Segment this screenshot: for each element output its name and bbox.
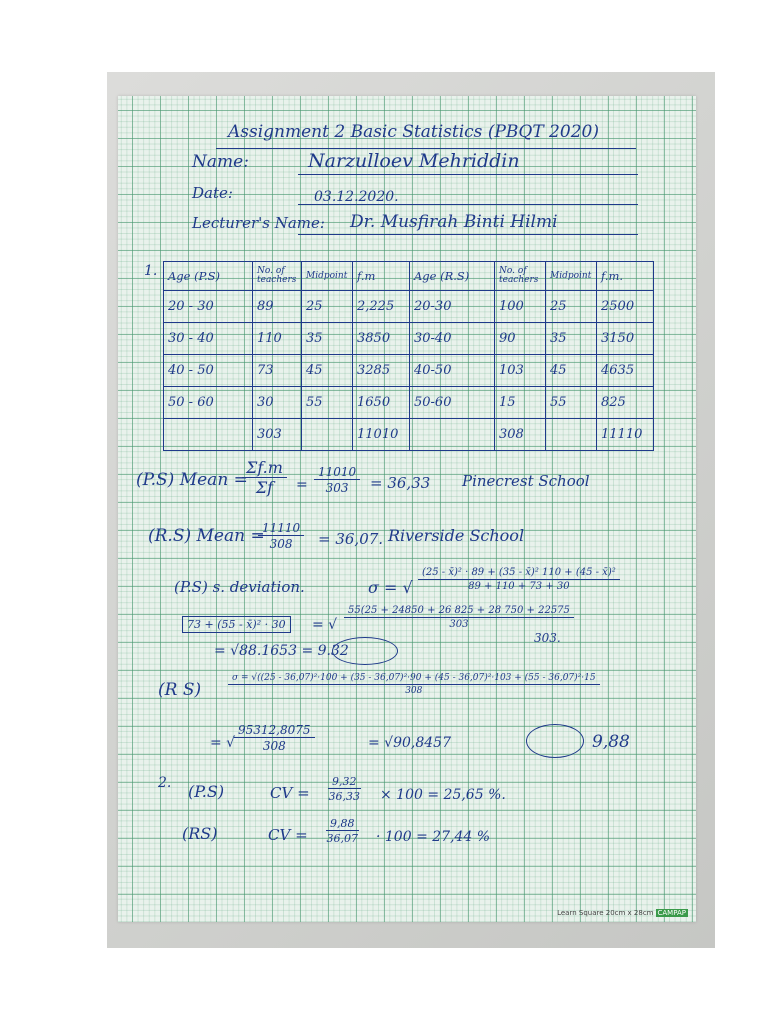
table-cell: 3150 (597, 323, 654, 355)
table-cell: 20 - 30 (164, 291, 253, 323)
cv-rs-fraction (326, 818, 359, 844)
table-cell: 100 (495, 291, 546, 323)
table-total-row (164, 419, 654, 451)
table-cell: 45 (302, 355, 353, 387)
rs-mean-result: = 36,07. (318, 530, 384, 548)
ps-mean-label: (P.S) Mean = (136, 470, 248, 490)
table-cell: 40-50 (410, 355, 495, 387)
ps-mean-formula-den: Σf (255, 478, 274, 497)
table-cell: 1650 (353, 387, 410, 419)
date-value: 03.12.2020. (314, 189, 399, 205)
cv-rs-den: 36,07 (326, 832, 358, 845)
table-cell: 11110 (597, 419, 654, 451)
paper-brand-text: Learn Square 20cm x 28cm (557, 909, 654, 917)
rs-sd-line2-den: 308 (262, 739, 286, 753)
table-header-row (164, 262, 654, 291)
paper-brand-badge: CAMPAP (657, 909, 686, 917)
frequency-table (163, 261, 654, 451)
table-cell: 15 (495, 387, 546, 419)
rs-sd-label: (R S) (158, 680, 202, 700)
table-cell: 30 (253, 387, 302, 419)
table-cell: 35 (302, 323, 353, 355)
table-cell: 2500 (597, 291, 654, 323)
table-cell: 103 (495, 355, 546, 387)
sd-denominator: 89 + 110 + 73 + 30 (468, 581, 570, 592)
date-label: Date: (192, 184, 233, 202)
sd-continuation: 73 + (55 - x̄)² · 30 (182, 616, 291, 633)
cv-ps-label: (P.S) (188, 782, 225, 801)
table-cell (302, 419, 353, 451)
ps-mean-result: = 36,33 (370, 474, 431, 492)
table-cell: 30-40 (410, 323, 495, 355)
assignment-title: Assignment 2 Basic Statistics (PBQT 2020) (228, 122, 599, 142)
table-cell: 40 - 50 (164, 355, 253, 387)
rs-sd-line2-eq: = √ (210, 735, 236, 751)
rs-mean-den: 308 (269, 537, 293, 551)
sd-numerator: (25 - x̄)² · 89 + (35 - x̄)² 110 + (45 - x̄)² (418, 568, 620, 580)
equals-sign: = (296, 477, 308, 493)
sd-sigma: σ = √ (368, 578, 413, 597)
ps-school-name: Pinecrest School (462, 472, 590, 490)
table-cell: 55 (546, 387, 597, 419)
name-value: Narzulloev Mehriddin (308, 150, 520, 172)
rs-sd-formula: σ = √((25 - 36,07)²·100 + (35 - 36,07)²·90 + (45 - 36,07)²·103 + (55 - 36,07)²·15 (228, 674, 600, 685)
ps-mean-formula (242, 460, 287, 496)
ps-mean-den: 303 (325, 481, 349, 495)
date-line (298, 204, 638, 205)
table-cell: 50 - 60 (164, 387, 253, 419)
rs-sd-result-circle (526, 724, 584, 758)
header-age-rs: Age (R.S) (410, 262, 495, 291)
table-cell (164, 419, 253, 451)
cv-rs-cv-label: CV = (268, 826, 308, 844)
table-cell: 30 - 40 (164, 323, 253, 355)
table-cell: 50-60 (410, 387, 495, 419)
question-2-number: 2. (158, 775, 172, 791)
sd-line3: = √88.1653 = 9.32 (214, 643, 349, 659)
cv-rs-num: 9,88 (326, 818, 359, 831)
lecturer-line (298, 234, 638, 235)
sd-label: (P.S) s. deviation. (174, 578, 305, 596)
sd-line2-fraction (344, 606, 574, 630)
rs-sd-fraction (228, 674, 600, 696)
header-teachers-rs: No. of teachers (495, 262, 546, 291)
sd-line2-num: 55(25 + 24850 + 26 825 + 28 750 + 22575 (344, 606, 574, 618)
table-row (164, 291, 654, 323)
table-cell: 89 (253, 291, 302, 323)
ps-mean-formula-num: Σf.m (242, 460, 287, 478)
sd-fraction (418, 568, 620, 592)
table-cell: 11010 (353, 419, 410, 451)
table-cell: 3285 (353, 355, 410, 387)
sd-line2-eq: = √ (312, 617, 338, 633)
lecturer-label: Lecturer's Name: (192, 214, 325, 232)
table-cell: 4635 (597, 355, 654, 387)
table-cell (410, 419, 495, 451)
table-cell: 308 (495, 419, 546, 451)
cv-ps-num: 9,32 (328, 776, 361, 789)
table-cell: 110 (253, 323, 302, 355)
sd-line2-extra: 303. (534, 631, 561, 645)
header-teachers-ps: No. of teachers (253, 262, 302, 291)
table-cell: 825 (597, 387, 654, 419)
table-cell: 90 (495, 323, 546, 355)
question-1-number: 1. (144, 263, 158, 279)
table-cell: 35 (546, 323, 597, 355)
rs-sd-line2-mid: = √90,8457 (368, 735, 451, 751)
table-cell: 3850 (353, 323, 410, 355)
cv-rs-result: · 100 = 27,44 % (376, 829, 491, 845)
table-cell: 73 (253, 355, 302, 387)
paper-brand (557, 909, 688, 917)
table-row (164, 387, 654, 419)
name-line (298, 174, 638, 175)
header-fm-rs: f.m. (597, 262, 654, 291)
table-cell: 2,225 (353, 291, 410, 323)
table-cell: 20-30 (410, 291, 495, 323)
header-fm-ps: f.m (353, 262, 410, 291)
cv-ps-fraction (328, 776, 361, 802)
table-row (164, 355, 654, 387)
sd-line2-den: 303 (449, 619, 469, 630)
rs-mean-num: 11110 (258, 522, 304, 536)
sd-result-circle (332, 637, 398, 665)
cv-ps-den: 36,33 (328, 790, 360, 803)
rs-sd-result: 9,88 (592, 732, 630, 752)
rs-mean-label: (R.S) Mean = (148, 526, 265, 546)
rs-sd-den: 308 (405, 686, 423, 696)
name-label: Name: (192, 152, 249, 172)
title-underline (216, 148, 636, 149)
table-cell: 55 (302, 387, 353, 419)
rs-sd-line2-fraction (234, 724, 315, 752)
table-cell: 25 (302, 291, 353, 323)
header-midpoint-rs: Midpoint (546, 262, 597, 291)
table-cell: 45 (546, 355, 597, 387)
graph-paper-sheet (118, 96, 696, 922)
header-age-ps: Age (P.S) (164, 262, 253, 291)
cv-ps-cv-label: CV = (270, 784, 310, 802)
table-cell (546, 419, 597, 451)
ps-mean-num: 11010 (314, 466, 360, 480)
cv-rs-label: (RS) (182, 824, 218, 843)
rs-school-name: Riverside School (388, 526, 525, 545)
lecturer-value: Dr. Musfirah Binti Hilmi (350, 212, 558, 232)
table-cell: 25 (546, 291, 597, 323)
rs-sd-line2-num: 95312,8075 (234, 724, 315, 738)
table-row (164, 323, 654, 355)
header-midpoint-ps: Midpoint (302, 262, 353, 291)
ps-mean-fraction (314, 466, 360, 494)
cv-ps-result: × 100 = 25,65 %. (380, 787, 506, 803)
rs-mean-fraction (258, 522, 304, 550)
table-cell: 303 (253, 419, 302, 451)
